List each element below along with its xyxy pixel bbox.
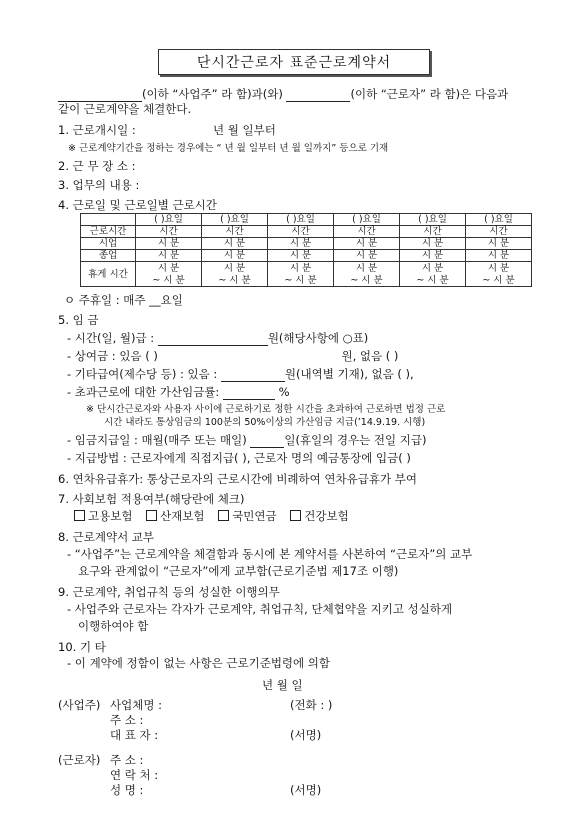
worker-tag: (근로자): [58, 753, 101, 767]
weekly-holiday[interactable]: ㅇ 주휴일 : 매주 __요일: [64, 293, 183, 307]
break-end-cell[interactable]: ~ 시 분: [400, 274, 466, 287]
worker-name[interactable]: 성 명 :: [110, 783, 144, 797]
contract-period-note: ※ 근로계약기간을 정하는 경우에는 “ 년 월 일부터 년 월 일까지” 등으로 기재: [68, 143, 389, 154]
other-pay-blank[interactable]: [221, 370, 285, 382]
worker-name-blank[interactable]: [286, 90, 350, 102]
workplace-label: 2. 근 무 장 소 :: [58, 159, 136, 173]
employer-representative[interactable]: 대 표 자 :: [110, 728, 159, 742]
start-time-cell[interactable]: 시 분: [466, 238, 532, 250]
overtime-label: - 초과근로에 대한 가산임금률:: [67, 385, 220, 399]
working-hours-table: [80, 213, 532, 287]
obligation-label: 9. 근로계약, 취업규칙 등의 성실한 이행의무: [58, 585, 280, 599]
hours-cell[interactable]: 시간: [268, 226, 334, 238]
overtime-percent: %: [278, 385, 290, 399]
start-time-cell[interactable]: 시 분: [202, 238, 268, 250]
bonus-row: [67, 348, 398, 364]
other-pay-row: [67, 366, 414, 382]
day-header[interactable]: ( )요일: [466, 214, 532, 226]
hourly-wage-suffix: 원(해당사항에 ○표): [267, 331, 369, 345]
day-header[interactable]: ( )요일: [268, 214, 334, 226]
end-time-cell[interactable]: 시 분: [466, 250, 532, 262]
overtime-note-1: ※ 단시간근로자와 사용자 사이에 근로하기로 정한 시간을 초과하여 근로하면 법정 근로: [86, 404, 446, 415]
bonus-label[interactable]: - 상여금 : 있음 ( ): [67, 349, 158, 363]
day-header[interactable]: ( )요일: [202, 214, 268, 226]
other-pay-label: - 기타급여(제수당 등) : 있음 :: [67, 367, 218, 381]
hours-cell[interactable]: 시간: [202, 226, 268, 238]
employment-insurance-checkbox[interactable]: [74, 510, 85, 521]
worker-address[interactable]: 주 소 :: [110, 753, 144, 767]
employer-address[interactable]: 주 소 :: [110, 713, 144, 727]
start-date-value[interactable]: 년 월 일부터: [213, 123, 276, 137]
end-time-cell[interactable]: 시 분: [334, 250, 400, 262]
employer-signature[interactable]: (서명): [290, 728, 322, 742]
intro-part-2: (이하 “근로자” 라 함)은 다음과: [350, 87, 509, 101]
payment-method[interactable]: - 지급방법 : 근로자에게 직접지급( ), 근로자 명의 예금통장에 입금( ): [67, 451, 411, 465]
break-end-cell[interactable]: ~ 시 분: [466, 274, 532, 287]
hours-cell[interactable]: 시간: [400, 226, 466, 238]
pension-checkbox[interactable]: [218, 510, 229, 521]
employer-business-name[interactable]: 사업체명 :: [110, 698, 162, 712]
industrial-insurance-checkbox[interactable]: [146, 510, 157, 521]
job-description-label: 3. 업무의 내용 :: [58, 178, 140, 192]
insurance-option-industrial[interactable]: 산재보험: [146, 509, 204, 523]
row-label-work-hours: 근로시간: [81, 226, 136, 238]
hours-cell[interactable]: 시간: [136, 226, 202, 238]
start-time-cell[interactable]: 시 분: [400, 238, 466, 250]
contract-delivery-line-2: 요구와 관계없이 “근로자”에게 교부함(근로기준법 제17조 이행): [78, 564, 399, 578]
obligation-line-1: - 사업주와 근로자는 각자가 근로계약, 취업규칙, 단체협약을 지키고 성실하게: [67, 602, 453, 616]
end-time-cell[interactable]: 시 분: [268, 250, 334, 262]
hourly-wage-row: [67, 330, 368, 346]
employer-phone[interactable]: (전화 : ): [290, 698, 333, 712]
table-row: [81, 238, 532, 250]
start-time-cell[interactable]: 시 분: [136, 238, 202, 250]
break-start-cell[interactable]: 시 분: [466, 262, 532, 275]
insurance-options: [74, 508, 349, 524]
contract-date[interactable]: 년 월 일: [262, 678, 303, 692]
payday-label: - 임금지급일 : 매월(매주 또는 매일): [67, 433, 247, 447]
row-label-start: 시업: [81, 238, 136, 250]
row-label-break: 휴게 시간: [81, 262, 136, 287]
break-start-cell[interactable]: 시 분: [400, 262, 466, 275]
break-start-cell[interactable]: 시 분: [334, 262, 400, 275]
worker-contact[interactable]: 연 락 처 :: [110, 768, 159, 782]
annual-leave: 6. 연차유급휴가: 통상근로자의 근로시간에 비례하여 연차유급휴가 부여: [58, 472, 417, 486]
employer-tag: (사업주): [58, 698, 101, 712]
end-time-cell[interactable]: 시 분: [400, 250, 466, 262]
overtime-note-2: 시간 내라도 통상임금의 100분의 50%이상의 가산임금 지급(’14.9.19. 시행): [104, 417, 426, 428]
break-end-cell[interactable]: ~ 시 분: [334, 274, 400, 287]
end-time-cell[interactable]: 시 분: [202, 250, 268, 262]
start-date-label: 1. 근로개시일 :: [58, 123, 136, 137]
table-row: [81, 214, 532, 226]
table-row: [81, 262, 532, 275]
insurance-option-pension[interactable]: 국민연금: [218, 509, 276, 523]
other-label: 10. 기 타: [58, 640, 106, 654]
obligation-line-2: 이행하여야 함: [78, 619, 149, 633]
day-header[interactable]: ( )요일: [400, 214, 466, 226]
payday-suffix: 일(휴일의 경우는 전일 지급): [284, 433, 427, 447]
insurance-option-health[interactable]: 건강보험: [290, 509, 348, 523]
overtime-row: [67, 384, 290, 400]
insurance-label: 7. 사회보험 적용여부(해당란에 체크): [58, 492, 245, 506]
hourly-wage-blank[interactable]: [158, 334, 268, 346]
row-label-end: 종업: [81, 250, 136, 262]
intro-part-1: (이하 “사업주” 라 함)과(와): [142, 87, 283, 101]
intro-line-1: [58, 86, 508, 102]
end-time-cell[interactable]: 시 분: [136, 250, 202, 262]
payday-blank[interactable]: [250, 436, 284, 448]
break-start-cell[interactable]: 시 분: [268, 262, 334, 275]
table-row: [81, 274, 532, 287]
intro-line-2: 같이 근로계약을 체결한다.: [58, 102, 192, 116]
wage-label: 5. 임 금: [58, 313, 99, 327]
work-days-hours-label: 4. 근로일 및 근로일별 근로시간: [58, 198, 217, 212]
hours-cell[interactable]: 시간: [334, 226, 400, 238]
table-row: [81, 226, 532, 238]
break-end-cell[interactable]: ~ 시 분: [268, 274, 334, 287]
other-pay-suffix[interactable]: 원(내역별 기재), 없음 ( ),: [284, 367, 414, 381]
break-start-cell[interactable]: 시 분: [202, 262, 268, 275]
break-end-cell[interactable]: ~ 시 분: [202, 274, 268, 287]
table-corner: [81, 214, 136, 226]
table-row: [81, 250, 532, 262]
insurance-option-employment[interactable]: 고용보험: [74, 509, 132, 523]
break-start-cell[interactable]: 시 분: [136, 262, 202, 275]
start-time-cell[interactable]: 시 분: [268, 238, 334, 250]
document-title: 단시간근로자 표준근로계약서: [158, 49, 430, 75]
contract-delivery-label: 8. 근로계약서 교부: [58, 530, 155, 544]
hourly-wage-label: - 시간(일, 월)급 :: [67, 331, 155, 345]
bonus-suffix[interactable]: 원, 없음 ( ): [341, 349, 399, 363]
start-time-cell[interactable]: 시 분: [334, 238, 400, 250]
health-insurance-checkbox[interactable]: [290, 510, 301, 521]
other-line-1: - 이 계약에 정함이 없는 사항은 근로기준법령에 의함: [67, 656, 331, 670]
worker-signature[interactable]: (서명): [290, 783, 322, 797]
overtime-blank[interactable]: [223, 388, 275, 400]
payday-row: [67, 432, 427, 448]
day-header[interactable]: ( )요일: [334, 214, 400, 226]
break-end-cell[interactable]: ~ 시 분: [136, 274, 202, 287]
contract-delivery-line-1: - “사업주”는 근로계약을 체결함과 동시에 본 계약서를 사본하여 “근로자”의 교부: [67, 547, 473, 561]
hours-cell[interactable]: 시간: [466, 226, 532, 238]
day-header[interactable]: ( )요일: [136, 214, 202, 226]
